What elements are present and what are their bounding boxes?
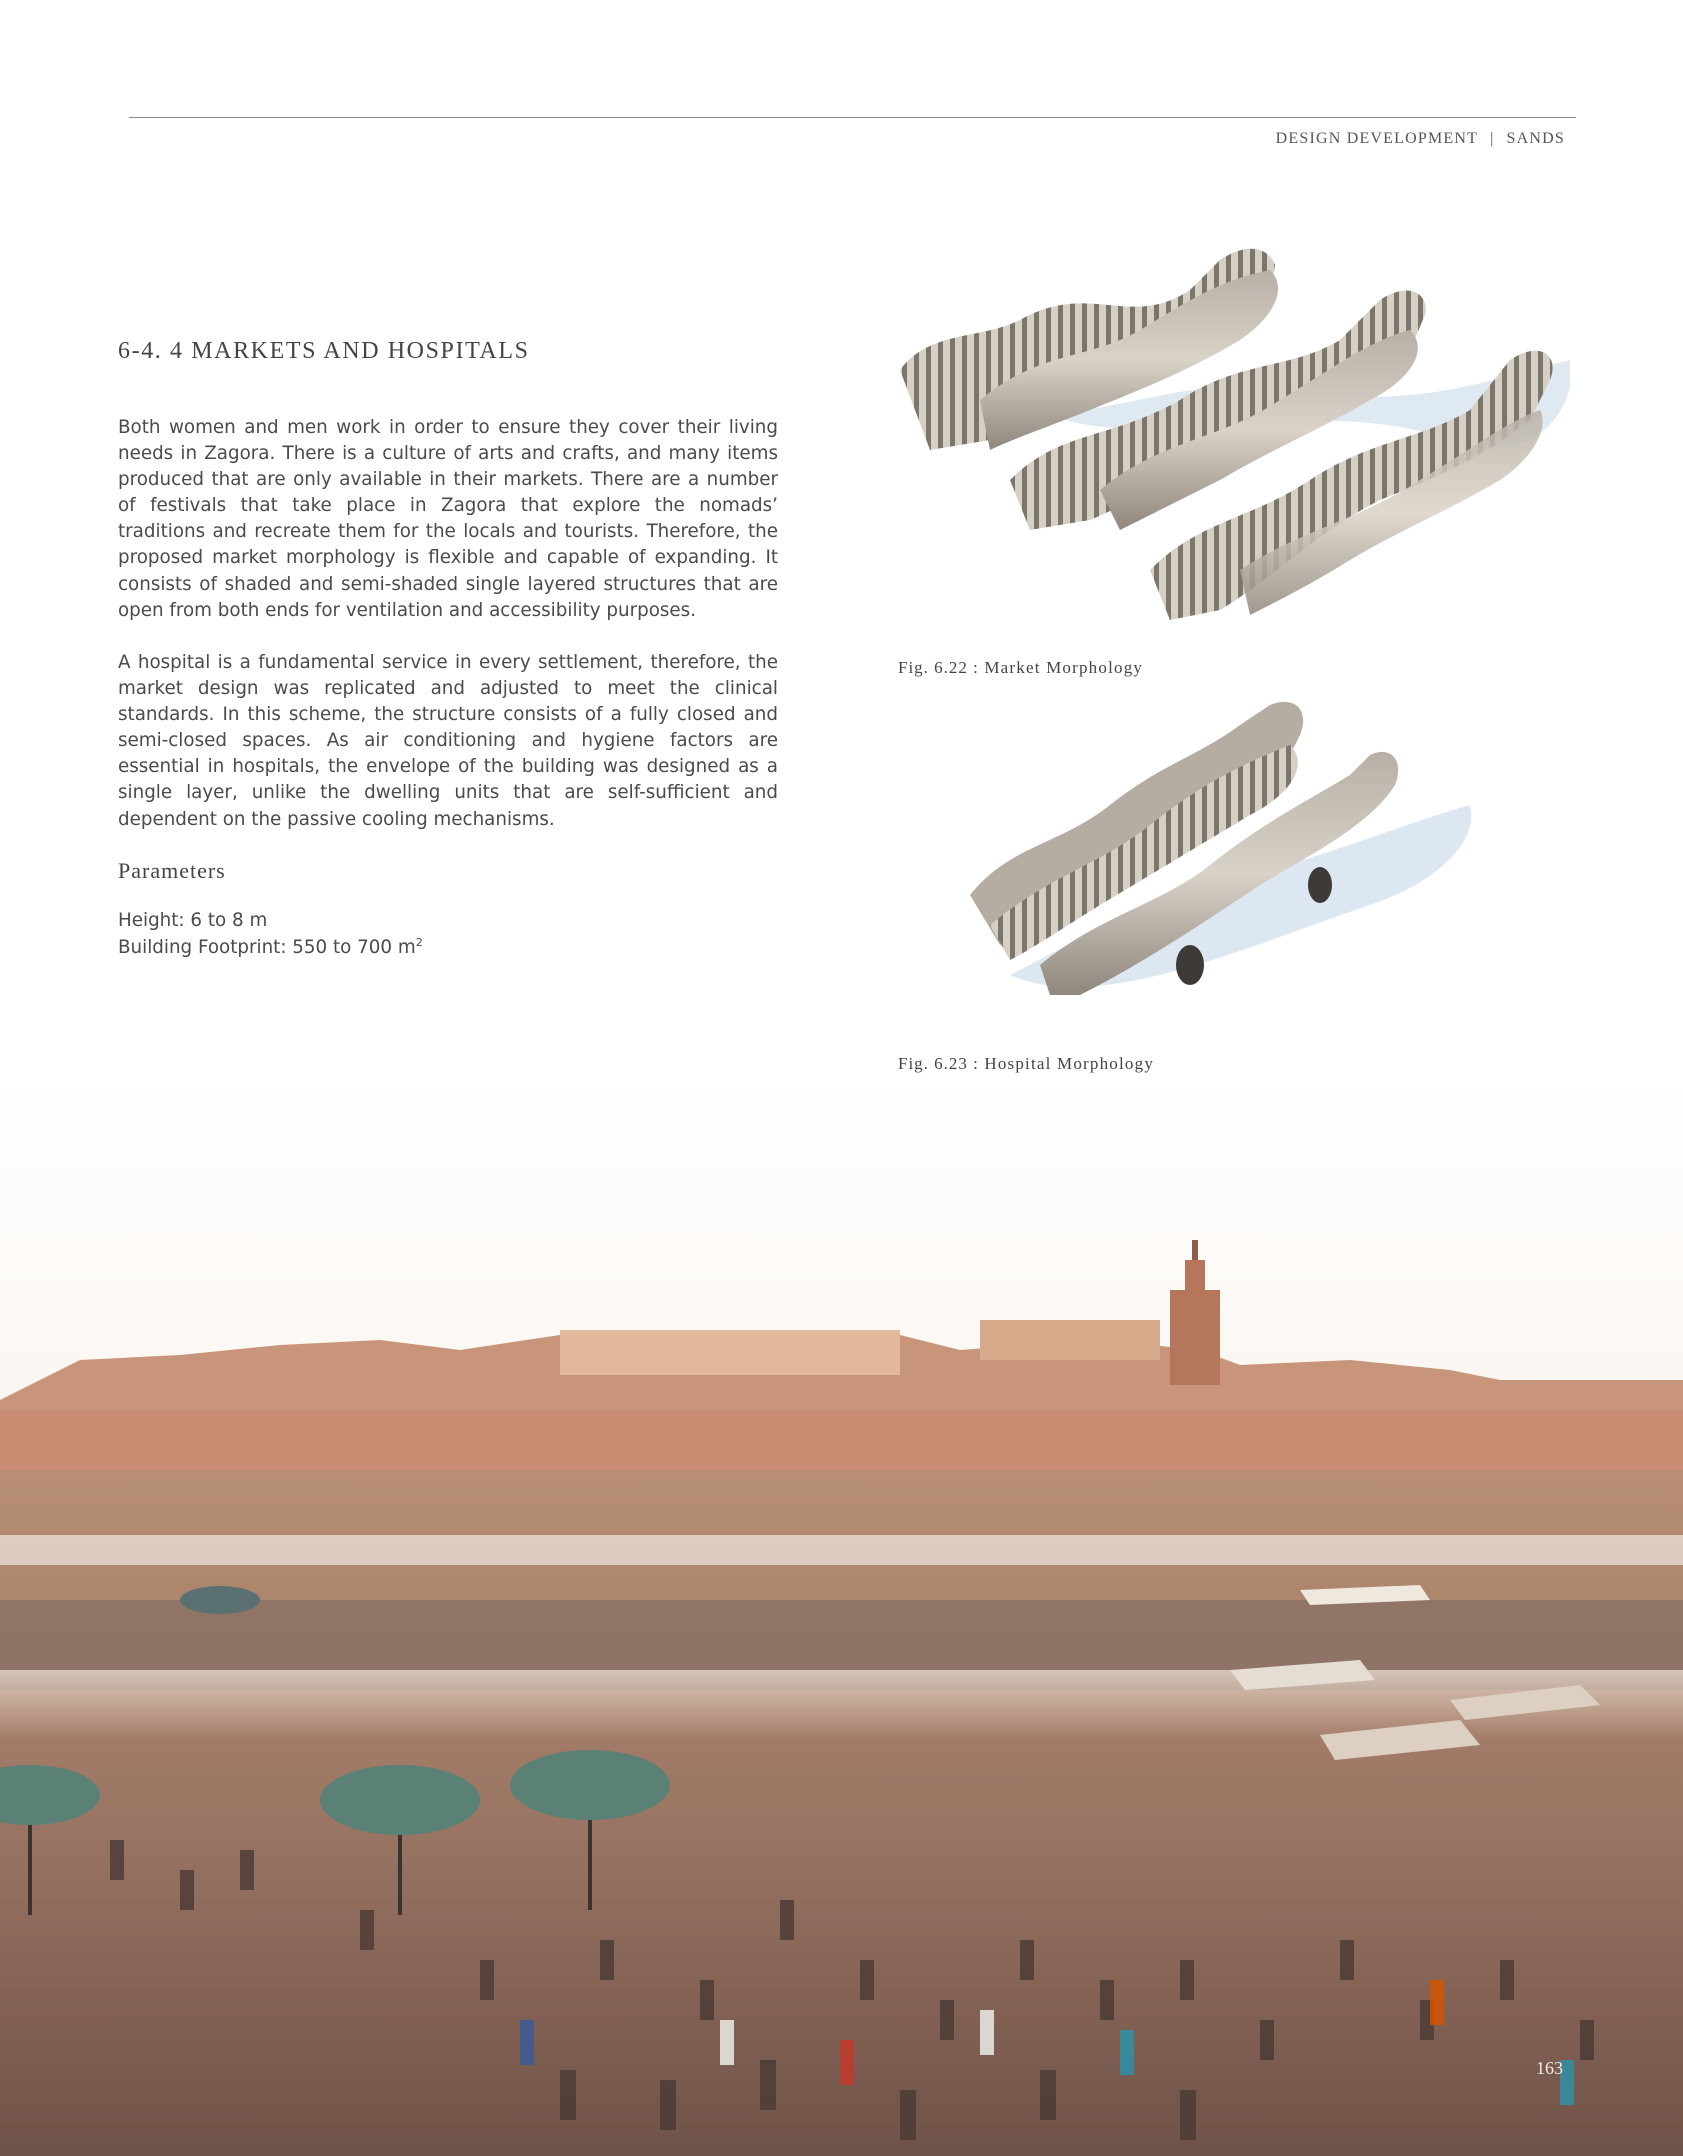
- body-paragraph-hospital: A hospital is a fundamental service in every settlement, therefore, the market design was replicated and adjusted to meet the clinical standards. In this scheme, the structure consists of a fully closed and semi-closed spaces. As air conditioning and hygiene factors are essential in hospitals, the envelope of the building was designed as a single layer, unlike the dwelling units that are self-sufficient and dependent on the passive cooling mechanisms.: [118, 652, 778, 830]
- figure-caption-6-23: [898, 1054, 1154, 1074]
- figure-number-6-22: Fig. 6.22 :: [898, 658, 979, 677]
- figure-label-6-22: Market Morphology: [984, 658, 1144, 677]
- parameters-heading: Parameters: [118, 858, 226, 883]
- page-number: 163: [1536, 2058, 1563, 2078]
- running-head-section: DESIGN DEVELOPMENT: [1275, 130, 1479, 147]
- running-head-project: SANDS: [1506, 130, 1565, 147]
- figure-label-6-23: Hospital Morphology: [984, 1054, 1155, 1073]
- parameter-height: Height: 6 to 8 m: [118, 910, 268, 931]
- running-head-separator: |: [1490, 130, 1495, 147]
- figure-number-6-23: Fig. 6.23 :: [898, 1054, 979, 1073]
- parameter-footprint-text: Building Footprint: 550 to 700 m: [118, 937, 416, 959]
- market-morphology-render: [890, 240, 1570, 650]
- header-rule: [129, 117, 1576, 118]
- markets-in-zagora-photo: [0, 1080, 1683, 2156]
- running-head: [1276, 130, 1565, 148]
- section-title: 6-4. 4 MARKETS AND HOSPITALS: [118, 338, 530, 364]
- body-paragraph-markets: Both women and men work in order to ensure they cover their living needs in Zagora. There is a culture of arts and crafts, and many items produced that are only available in their markets. There are a number of festivals that take place in Zagora that explore the nomads’ traditions and recreate them for the locals and tourists. Therefore, the proposed market morphology is flexible and capable of expanding. It consists of shaded and semi-shaded single layered structures that are open from both ends for ventilation and accessibility purposes.: [118, 417, 778, 621]
- hospital-morphology-render: [950, 695, 1490, 1025]
- figure-caption-6-22: [898, 658, 1143, 678]
- parameter-footprint-sup: 2: [415, 936, 423, 949]
- parameter-footprint: [118, 936, 423, 958]
